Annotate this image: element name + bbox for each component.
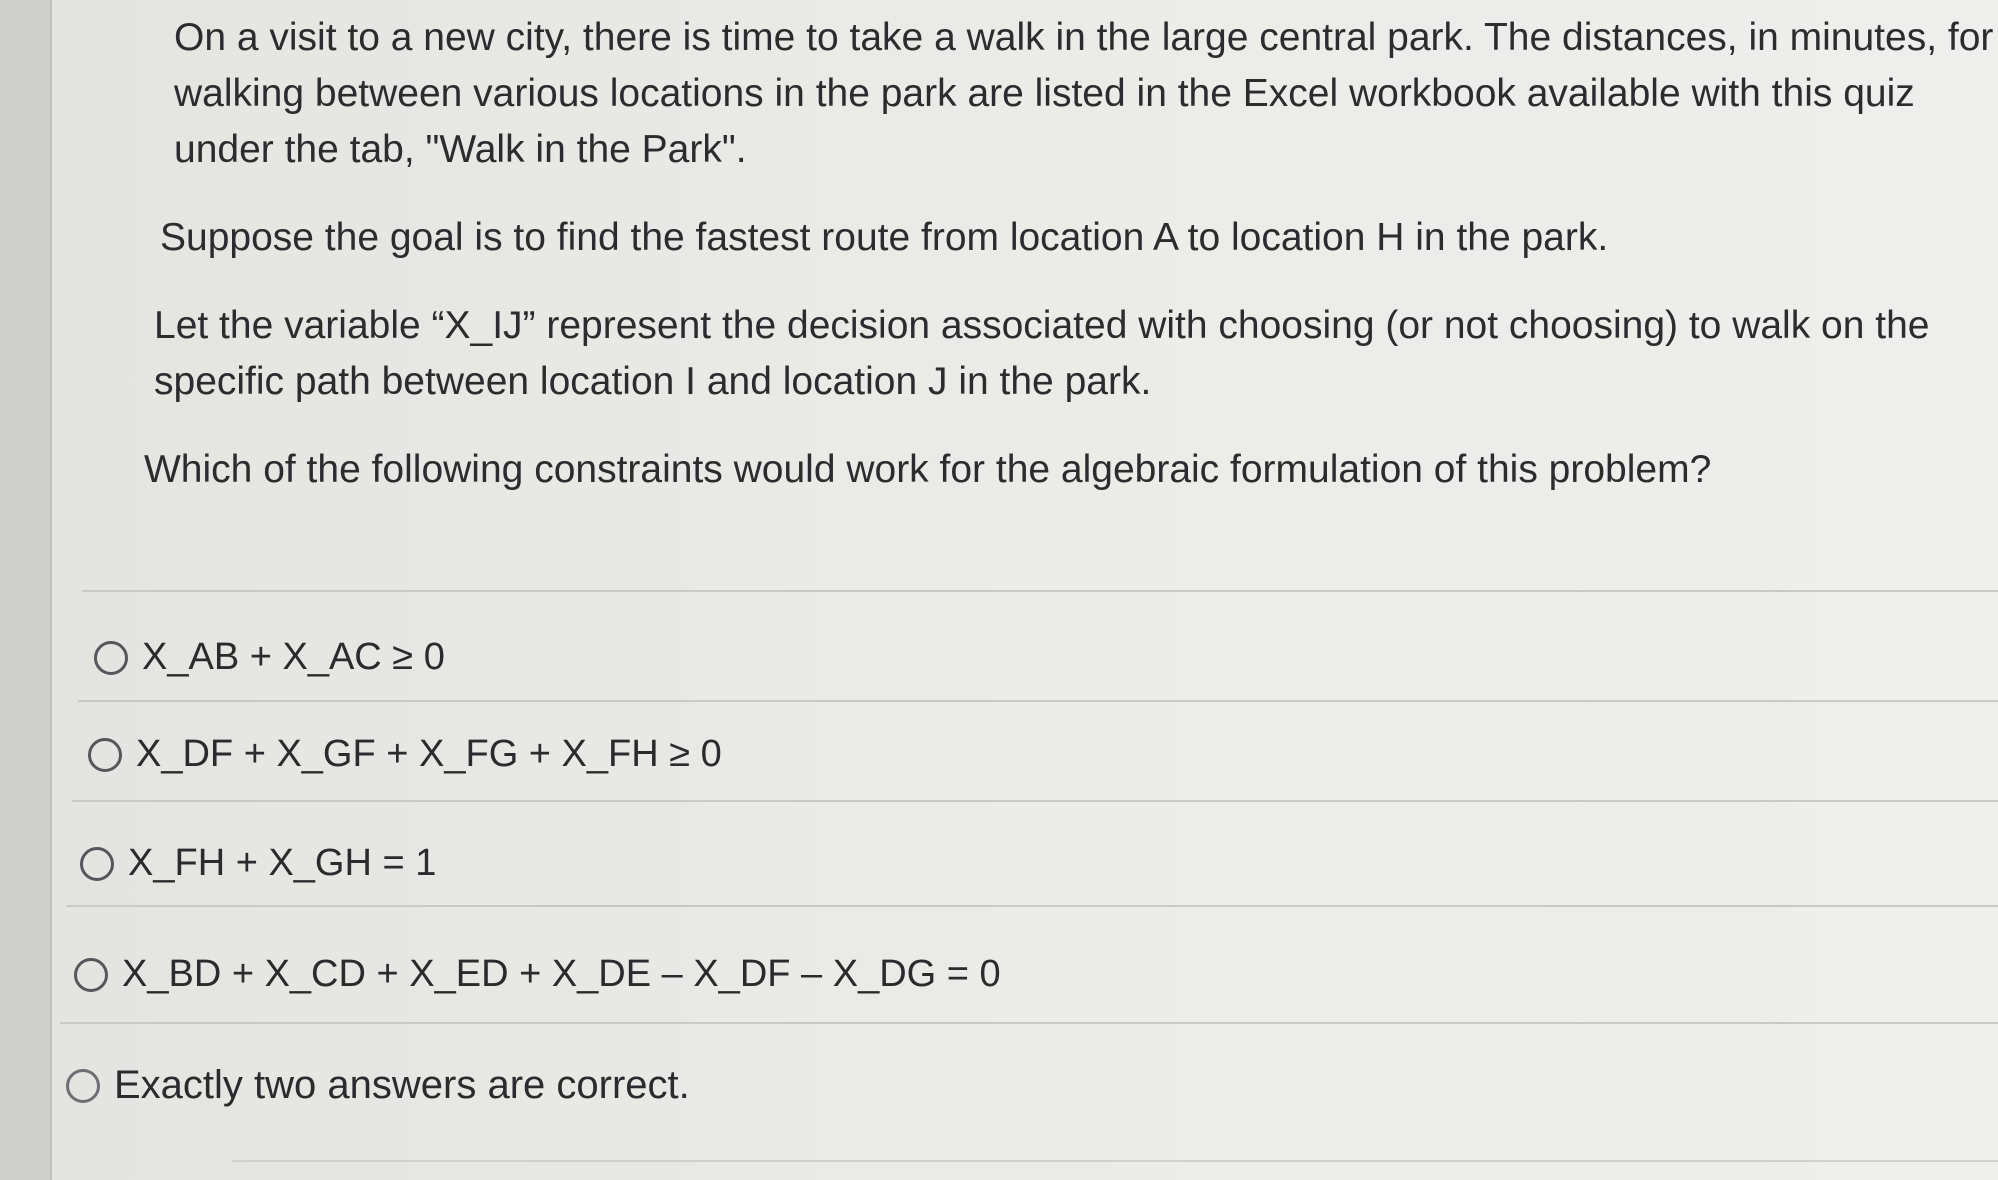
answer-option-2[interactable] — [88, 733, 722, 776]
quiz-question-panel — [50, 0, 1998, 1180]
radio-button[interactable] — [88, 738, 122, 772]
answer-option-label: X_DF + X_GF + X_FG + X_FH ≥ 0 — [136, 733, 722, 775]
question-paragraph-intro: On a visit to a new city, there is time to take a walk in the large central park. The distances, in minutes, for walking between various locations in the park are listed in the Excel workbook available with this quiz under the tab, "Walk in the Park". — [174, 16, 1994, 171]
divider — [78, 700, 1998, 702]
divider — [232, 1160, 1998, 1162]
answer-option-label: X_AB + X_AC ≥ 0 — [142, 636, 445, 678]
question-text — [122, 10, 1998, 530]
answer-option-4[interactable] — [74, 953, 1001, 996]
answer-option-3[interactable] — [80, 842, 436, 885]
radio-button[interactable] — [66, 1069, 100, 1103]
question-prompt: Which of the following constraints would work for the algebraic formulation of this problem? — [144, 448, 1712, 491]
divider — [60, 1022, 1998, 1024]
answer-option-1[interactable] — [94, 636, 445, 679]
radio-button[interactable] — [94, 641, 128, 675]
left-margin — [0, 0, 50, 1180]
radio-button[interactable] — [74, 958, 108, 992]
answer-option-5[interactable] — [66, 1063, 690, 1108]
question-paragraph-variable: Let the variable “X_IJ” represent the decision associated with choosing (or not choosing) to walk on the specific path between location I and location J in the park. — [154, 304, 1930, 403]
divider — [82, 590, 1998, 592]
divider — [66, 905, 1998, 907]
question-paragraph-goal: Suppose the goal is to find the fastest route from location A to location H in the park. — [160, 216, 1609, 259]
answer-option-label: X_BD + X_CD + X_ED + X_DE – X_DF – X_DG = 0 — [122, 953, 1001, 995]
radio-button[interactable] — [80, 847, 114, 881]
answer-option-label: Exactly two answers are correct. — [114, 1063, 690, 1107]
divider — [72, 800, 1998, 802]
answer-option-label: X_FH + X_GH = 1 — [128, 842, 437, 884]
